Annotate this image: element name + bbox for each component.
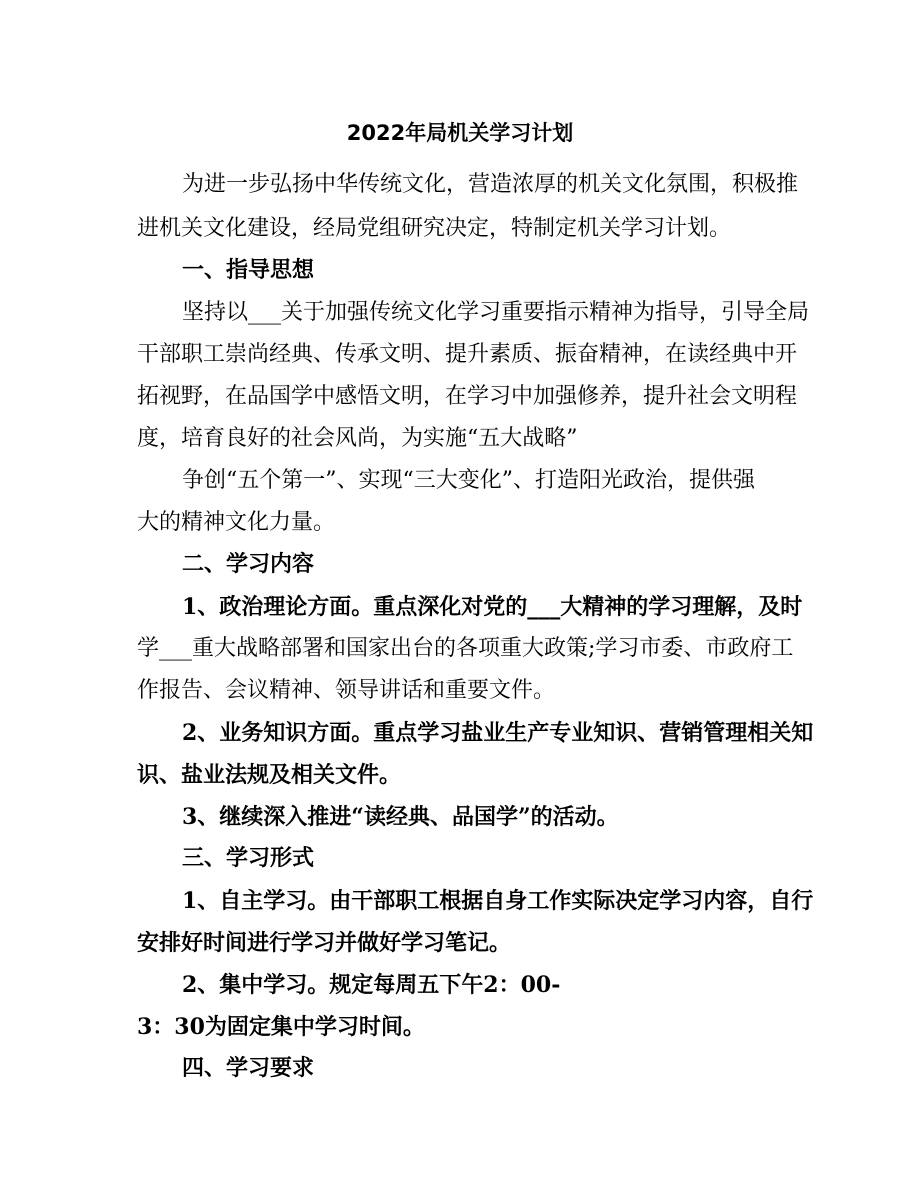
paragraph-line: 度，培育良好的社会风尚，为实施“五大战略” <box>137 426 578 451</box>
paragraph-line: 识、盐业法规及相关文件。 <box>137 762 402 788</box>
paragraph-line: 学___重大战略部署和国家出台的各项重大政策;学习市委、市政府工 <box>137 636 794 661</box>
paragraph-line: 作报告、会议精神、领导讲话和重要文件。 <box>137 678 556 703</box>
paragraph-line: 大的精神文化力量。 <box>137 510 336 535</box>
paragraph-line: 2、集中学习。规定每周五下午2：00- <box>182 972 561 998</box>
paragraph-line: 争创“五个第一”、实现“三大变化”、打造阳光政治，提供强 <box>182 468 755 493</box>
paragraph-line: 3、继续深入推进“读经典、品国学”的活动。 <box>182 804 619 830</box>
intro-line-2: 进机关文化建设，经局党组研究决定，特制定机关学习计划。 <box>137 216 732 241</box>
paragraph-line: 拓视野，在品国学中感悟文明，在学习中加强修养，提升社会文明程 <box>137 384 798 409</box>
document-title: 2022年局机关学习计划 <box>346 121 574 145</box>
section-heading-study-requirements: 四、学习要求 <box>182 1056 315 1081</box>
section-heading-study-form: 三、学习形式 <box>182 846 315 871</box>
paragraph-line: 坚持以___关于加强传统文化学习重要指示精神为指导，引导全局 <box>182 300 810 325</box>
paragraph-line: 1、政治理论方面。重点深化对党的___大精神的学习理解，及时 <box>182 594 803 620</box>
paragraph-line: 安排好时间进行学习并做好学习笔记。 <box>137 930 512 956</box>
intro-line-1: 为进一步弘扬中华传统文化，营造浓厚的机关文化氛围，积极推 <box>182 172 799 197</box>
paragraph-line: 3：30为固定集中学习时间。 <box>137 1014 425 1040</box>
paragraph-line: 2、业务知识方面。重点学习盐业生产专业知识、营销管理相关知 <box>182 720 814 746</box>
paragraph-line: 1、自主学习。由干部职工根据自身工作实际决定学习内容，自行 <box>182 888 814 914</box>
section-heading-study-content: 二、学习内容 <box>182 552 315 577</box>
paragraph-line: 干部职工崇尚经典、传承文明、提升素质、振奋精神，在读经典中开 <box>137 342 798 367</box>
section-heading-guiding-ideology: 一、指导思想 <box>182 258 315 283</box>
